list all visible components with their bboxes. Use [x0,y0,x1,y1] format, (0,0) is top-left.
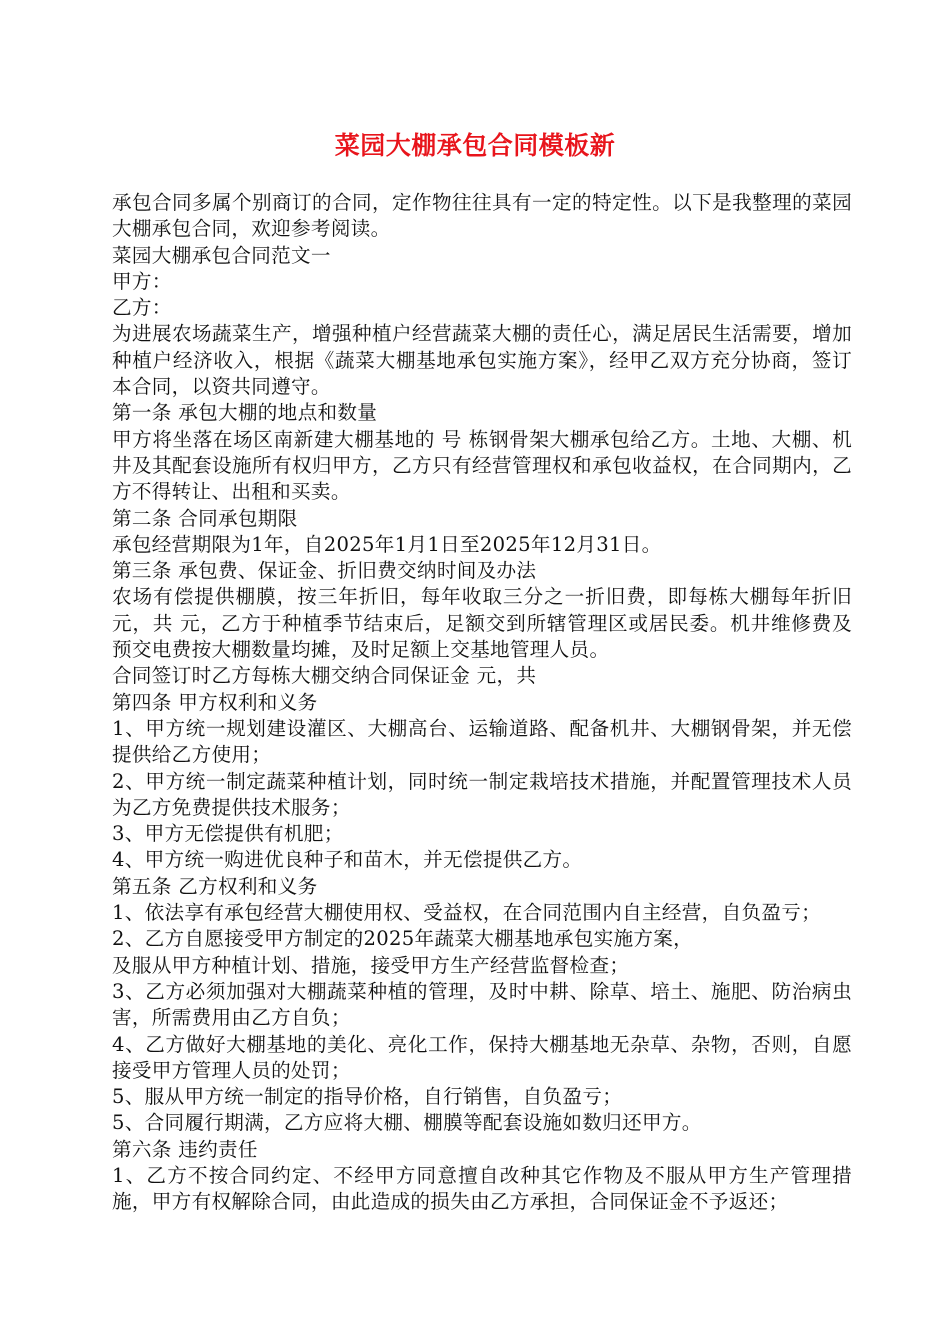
article-6-heading: 第六条 违约责任 [112,1137,258,1161]
article-3-deposit: 合同签订时乙方每栋大棚交纳合同保证金 元，共 [112,664,537,688]
document-title: 菜园大棚承包合同模板新 [334,131,616,160]
sample-heading: 菜园大棚承包合同范文一 [112,243,331,267]
document-body [112,190,852,1216]
article-5-item-4: 4、乙方做好大棚基地的美化、亮化工作，保持大棚基地无杂草、杂物，否则，自愿接受甲方管理人员的处罚； [112,1032,852,1082]
article-4-item-3: 3、甲方无偿提供有机肥； [112,822,344,846]
article-5-item-2: 2、乙方自愿接受甲方制定的2025年蔬菜大棚基地承包实施方案， [112,927,694,951]
article-4-heading: 第四条 甲方权利和义务 [112,690,318,714]
article-4-item-1: 1、甲方统一规划建设灌区、大棚高台、运输道路、配备机井、大棚钢骨架，并无偿提供给乙方使用； [112,716,852,767]
article-1-text: 甲方将坐落在场区南新建大棚基地的 号 栋钢骨架大棚承包给乙方。土地、大棚、机井及其配套设施所有权归甲方，乙方只有经营管理权和承包收益权，在合同期内，乙方不得转让、出租和买卖。 [112,427,852,504]
article-5-item-3: 3、乙方必须加强对大棚蔬菜种植的管理，及时中耕、除草、培土、施肥、防治病虫害，所需费用由乙方自负； [112,979,852,1030]
party-b-line: 乙方： [112,296,172,320]
article-3-heading: 第三条 承包费、保证金、折旧费交纳时间及办法 [112,559,537,583]
article-2-heading: 第二条 合同承包期限 [112,506,298,530]
article-5-item-5: 5、服从甲方统一制定的指导价格，自行销售，自负盈亏； [112,1085,623,1109]
intro-paragraph: 承包合同多属个别商订的合同，定作物往往具有一定的特定性。以下是我整理的菜园大棚承包合同，欢迎参考阅读。 [112,191,852,241]
article-3-text: 农场有偿提供棚膜，按三年折旧，每年收取三分之一折旧费，即每栋大棚每年折旧 元，共 元，乙方于种植季节结束后，足额交到所辖管理区或居民委。机井维修费及预交电费按大棚数量均摊，及时足额上交基地管理人员。 [112,585,852,662]
party-a-line: 甲方： [112,269,172,293]
article-5-item-5b: 5、合同履行期满，乙方应将大棚、棚膜等配套设施如数归还甲方。 [112,1111,702,1135]
article-4-item-2: 2、甲方统一制定蔬菜种植计划，同时统一制定栽培技术措施，并配置管理技术人员为乙方免费提供技术服务； [112,769,852,819]
article-5-item-1: 1、依法享有承包经营大棚使用权、受益权，在合同范围内自主经营，自负盈亏； [112,901,822,925]
article-5-item-2-cont: 及服从甲方种植计划、措施，接受甲方生产经营监督检查； [112,953,630,977]
article-1-heading: 第一条 承包大棚的地点和数量 [112,401,378,425]
article-4-item-4: 4、甲方统一购进优良种子和苗木，并无偿提供乙方。 [112,848,583,872]
article-6-item-1: 1、乙方不按合同约定、不经甲方同意擅自改种其它作物及不服从甲方生产管理措施，甲方有权解除合同，由此造成的损失由乙方承担，合同保证金不予返还； [112,1163,852,1214]
article-2-text: 承包经营期限为1年，自2025年1月1日至2025年12月31日。 [112,532,662,556]
article-5-heading: 第五条 乙方权利和义务 [112,874,318,898]
preamble-paragraph: 为进展农场蔬菜生产，增强种植户经营蔬菜大棚的责任心，满足居民生活需要，增加种植户经济收入，根据《蔬菜大棚基地承包实施方案》，经甲乙双方充分协商，签订本合同，以资共同遵守。 [112,322,852,399]
